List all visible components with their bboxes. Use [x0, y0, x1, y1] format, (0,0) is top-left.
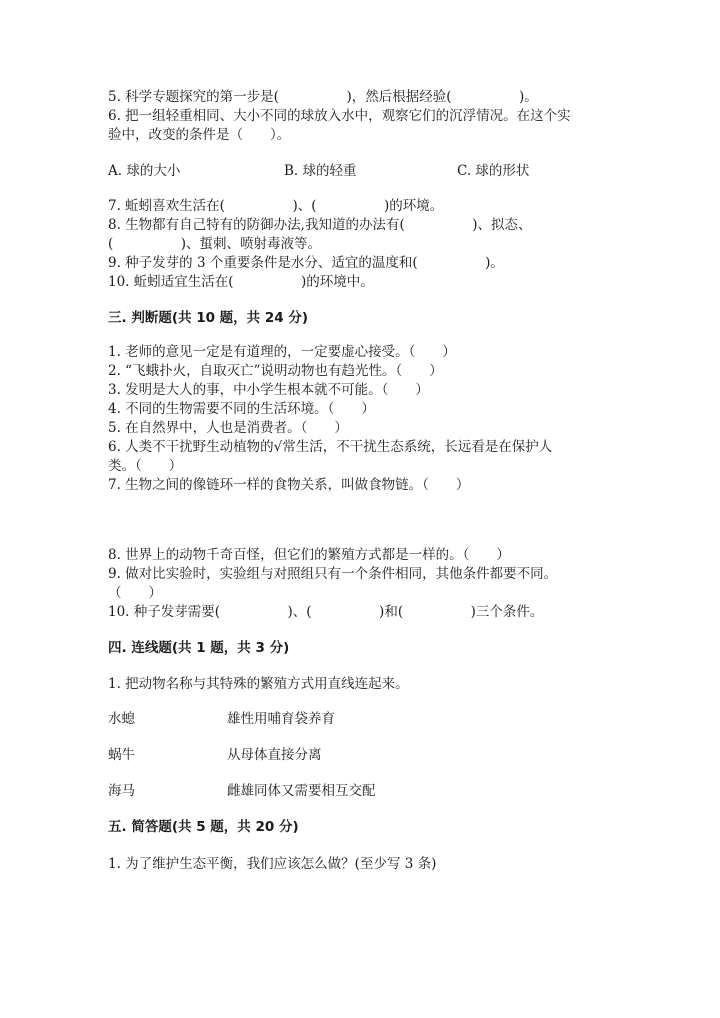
q6-option-a: A. 球的大小: [108, 163, 181, 179]
q6-option-c: C. 球的形状: [457, 163, 530, 179]
judge-q2: 2. “飞蛾扑火，自取灭亡”说明动物也有趋光性。（ ）: [108, 363, 443, 379]
q6-option-b: B. 球的轻重: [284, 163, 357, 179]
judge-q6-line1: 6. 人类不干扰野生动植物的√常生活，不干扰生态系统，长远看是在保护人: [108, 439, 553, 455]
judge-q7: 7. 生物之间的像链环一样的食物关系，叫做食物链。（ ）: [108, 477, 470, 493]
match-method-3: 雌雄同体又需要相互交配: [227, 783, 376, 799]
judge-q6-line2: 类。（ ）: [108, 458, 183, 474]
fill-q9: 9. 种子发芽的 3 个重要条件是水分、适宜的温度和( )。: [108, 255, 504, 271]
match-method-1: 雄性用哺育袋养育: [227, 711, 335, 727]
fill-q8-line1: 8. 生物都有自己特有的防御办法,我知道的办法有( )、拟态、: [108, 217, 532, 233]
short-section-heading: 五. 简答题(共 5 题，共 20 分): [108, 819, 299, 835]
judge-q10: 10. 种子发芽需要( )、( )和( )三个条件。: [108, 604, 544, 620]
fill-q5: 5. 科学专题探究的第一步是( )，然后根据经验( )。: [108, 89, 538, 105]
judge-q5: 5. 在自然界中，人也是消费者。（ ）: [108, 420, 348, 436]
judge-q9-line1: 9. 做对比实验时，实验组与对照组只有一个条件相同，其他条件都要不同。: [108, 566, 558, 582]
judge-q3: 3. 发明是大人的事，中小学生根本就不可能。（ ）: [108, 382, 429, 398]
match-animal-2: 蜗牛: [108, 747, 135, 763]
fill-q7: 7. 蚯蚓喜欢生活在( )、( )的环境。: [108, 198, 444, 214]
match-section-heading: 四. 连线题(共 1 题，共 3 分): [108, 640, 290, 656]
match-method-2: 从母体直接分离: [227, 747, 322, 763]
judge-section-heading: 三. 判断题(共 10 题，共 24 分): [108, 310, 309, 326]
judge-q4: 4. 不同的生物需要不同的生活环境。（ ）: [108, 401, 375, 417]
judge-q9-line2: （ ）: [108, 585, 162, 601]
judge-q1: 1. 老师的意见一定是有道理的，一定要虚心接受。（ ）: [108, 344, 456, 360]
fill-q6-line2: 验中，改变的条件是（ ）。: [108, 127, 291, 143]
match-animal-3: 海马: [108, 783, 135, 799]
match-q1: 1. 把动物名称与其特殊的繁殖方式用直线连起来。: [108, 676, 409, 692]
fill-q10: 10. 蚯蚓适宜生活在( )的环境中。: [108, 274, 374, 290]
judge-q8: 8. 世界上的动物千奇百怪，但它们的繁殖方式都是一样的。（ ）: [108, 547, 510, 563]
match-animal-1: 水螅: [108, 711, 135, 727]
fill-q8-line2: ( )、蜇刺、喷射毒液等。: [108, 236, 322, 252]
fill-q6-line1: 6. 把一组轻重相同、大小不同的球放入水中，观察它们的沉浮情况。在这个实: [108, 108, 571, 124]
short-q1: 1. 为了维护生态平衡，我们应该怎么做？(至少写 3 条): [108, 856, 437, 872]
